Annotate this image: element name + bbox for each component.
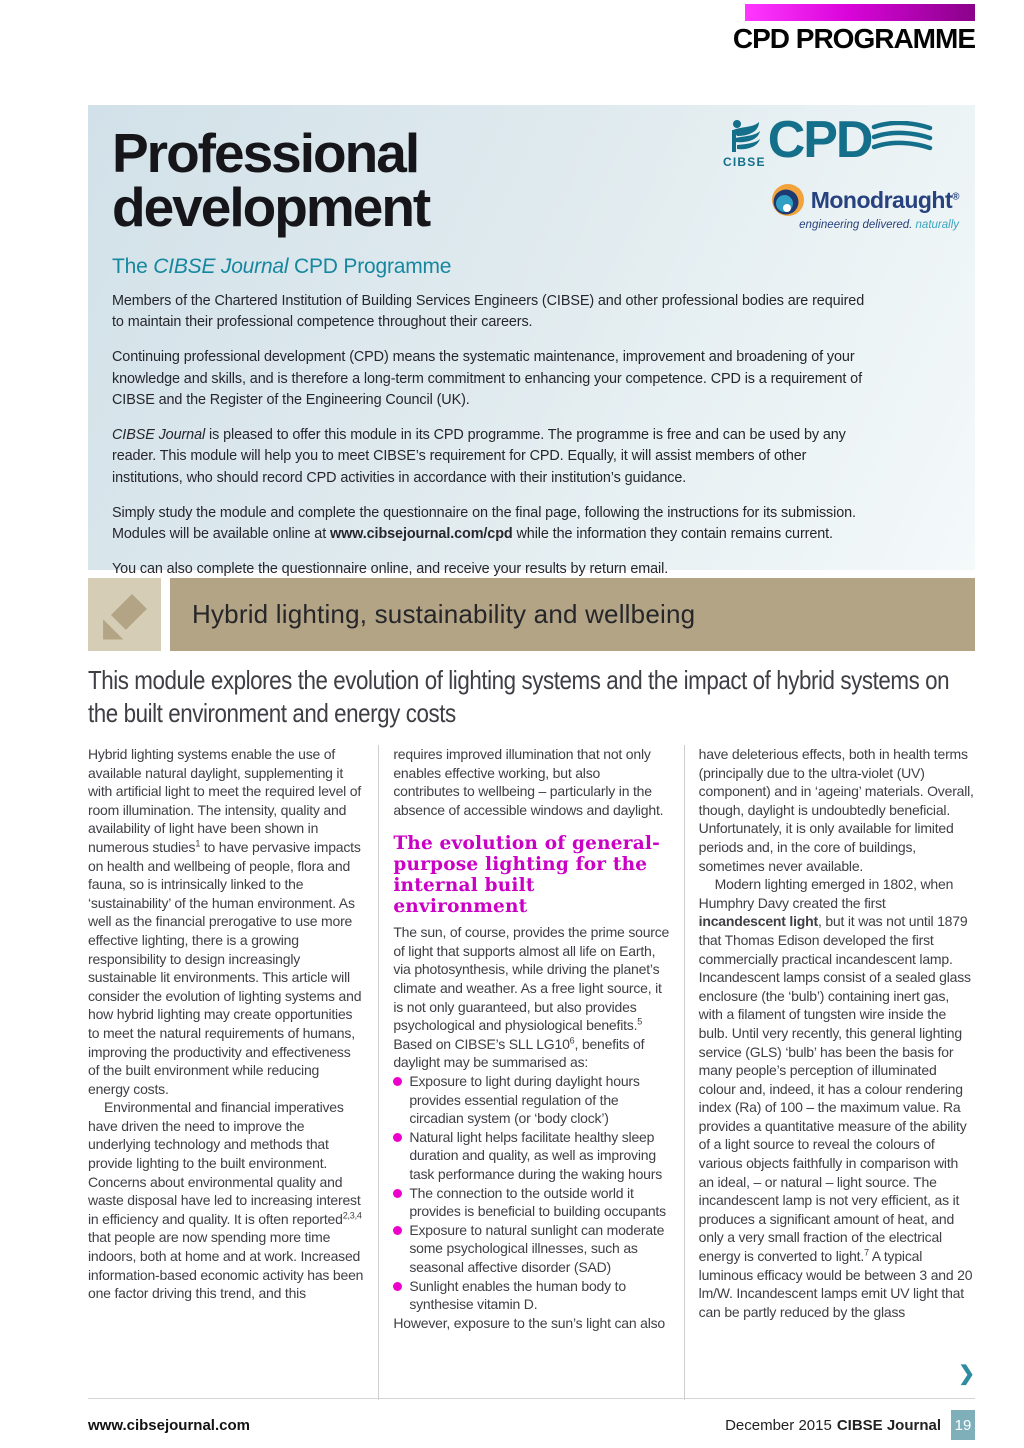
cpd-intro-panel (88, 105, 975, 577)
cibse-label: CIBSE (723, 155, 766, 169)
footer (88, 1410, 975, 1440)
bullet-text (409, 1128, 669, 1184)
text-segment: requires improved illumination that not only enables effective working, but also contributes to wellbeing – particularly in the absence of accessible windows and daylight. (393, 746, 664, 818)
article-body (88, 745, 975, 1400)
text-segment: CIBSE Journal (112, 426, 206, 443)
text-segment: CPD Programme (288, 254, 452, 278)
footer-date: December 2015 (725, 1416, 832, 1434)
cpd-label: CPD (767, 111, 872, 169)
bullet-text (409, 1072, 669, 1128)
text-segment: The sun, of course, provides the prime source of light that supports almost all life on Earth, via photosynthesis, while driving the planet’s climate and weather. As a free light source, it is not only guaranteed, but also provides psychological and physiological benefits. (393, 924, 670, 1034)
article-column-1 (88, 745, 378, 1400)
monodraught-wordmark: Monodraught (810, 186, 953, 213)
monodraught-logo (723, 183, 959, 217)
bullet-text (409, 1277, 669, 1314)
footer-right (725, 1410, 975, 1440)
page-title-line2: development (112, 175, 430, 238)
intro-paragraph (112, 291, 878, 334)
page-title-line1: Professional (112, 122, 419, 184)
text-segment: incandescent light (698, 913, 818, 930)
standfirst (88, 664, 974, 730)
bullet-icon (393, 1189, 402, 1198)
continuation-arrow-icon: ❯ (958, 1363, 975, 1385)
bullet-icon (393, 1077, 402, 1086)
footer-journal-name: CIBSE Journal (836, 1416, 941, 1434)
tagline-part2: naturally (915, 219, 959, 231)
section-heading: The evolution of general-purpose lighting for the internal built environment (393, 833, 661, 917)
text-segment: Environmental and financial imperatives have driven the need to improve the underlying technology and methods that provide lighting to the built environment. Concerns about environmental quality and waste disposal have led to increasing interest in efficiency and quality. It is often reported (88, 1099, 361, 1227)
bullet-icon (393, 1282, 402, 1291)
corner-arrow-icon (97, 587, 153, 643)
module-title-banner (88, 578, 975, 651)
cpd-programme-label: CPD PROGRAMME (732, 23, 975, 54)
text-segment: However, exposure to the sun’s light can also (393, 1314, 666, 1331)
bullet-item (393, 1072, 669, 1128)
text-segment: The (112, 254, 154, 278)
standfirst-text: This module explores the evolution of lighting systems and the impact of hybrid systems on the built environment and energy costs (88, 665, 950, 729)
article-paragraph (393, 923, 669, 1072)
article-column-3 (685, 745, 975, 1400)
article-paragraph (699, 875, 975, 1321)
text-segment: Members of the Chartered Institution of Building Services Engineers (CIBSE) and other professional bodies are required to maintain their professional competence throughout their careers. (112, 292, 865, 331)
article-paragraph (88, 1098, 364, 1303)
bullet-item (393, 1221, 669, 1277)
article-paragraph (699, 745, 975, 875)
text-segment: www.cibsejournal.com/cpd (330, 526, 513, 543)
intro-paragraph (112, 503, 878, 546)
text-segment: , but it was not until 1879 that Thomas Edison developed the first commercially practical incandescent lamp. Incandescent lamps consist of a sealed glass enclosure (the ‘bulb’) containing inert gas, with a filament of tungsten wire inside the bulb. Until very recently, this general lighting service (GLS) ‘bulb’ has been the basis for many people’s perception of illuminated colour and, indeed, it has a colour rendering index (Ra) of 100 – the maximum value. Ra provides a quantitative measure of the ability of a light source to reveal the colours of various objects faithfully in comparison with an ideal, – or natural – light source. The incandescent lamp is not very efficient, as it produces a significant amount of heat, and only a very small fraction of the electrical energy is converted to light. (698, 913, 971, 1265)
article-paragraph (393, 1314, 669, 1333)
article-column-2 (378, 745, 684, 1400)
article-paragraph (393, 745, 669, 819)
footer-website: www.cibsejournal.com (88, 1416, 250, 1434)
intro-paragraph (112, 425, 878, 490)
text-segment: Natural light helps facilitate healthy sleep duration and quality, as well as improving task performance during the waking hours (409, 1128, 663, 1182)
article-paragraph (88, 745, 364, 1098)
monodraught-icon (771, 183, 805, 217)
text-segment: Simply study the module and complete the questionnaire on the final page, following the instructions for its submission. Modules will be available online at (112, 504, 856, 543)
logo-block (723, 111, 959, 231)
text-segment: Exposure to light during daylight hours provides essential regulation of the circadian system (or ‘body clock’) (409, 1073, 640, 1127)
cpd-waves-icon (871, 121, 933, 155)
cibse-cpd-logo (723, 111, 959, 169)
text-segment: to have pervasive impacts on health and wellbeing of people, flora and fauna, so is intrinsically linked to the ‘sustainability’ of the human environment. As well as the financial prerogative to use more effective lighting, there is a growing responsibility to design increasingly sustainable lit environments. This article will consider the evolution of lighting systems and how hybrid lighting may create opportunities to meet the natural requirements of humans, improving the productivity and effectiveness of the built environment while reducing energy costs. (88, 838, 362, 1097)
text-segment: is pleased to offer this module in its CPD programme. The programme is free and can be used by any reader. This module will help you to meet CIBSE’s requirement for CPD. Equally, it will assist members of other institutions, who should record CPD activities in accordance with their institution’s guidance. (112, 426, 846, 487)
text-segment: You can also complete the questionnaire online, and receive your results by return email. (112, 560, 669, 577)
text-segment: while the information they contain remains current. (512, 526, 833, 543)
bullet-text (409, 1221, 669, 1277)
text-segment: A typical luminous efficacy would be between 3 and 20 lm/W. Incandescent lamps emit UV light that can be partly reduced by the glass (698, 1248, 973, 1320)
cibse-crest (723, 117, 766, 169)
text-segment: 1 (195, 838, 201, 849)
page-number-badge: 19 (951, 1410, 975, 1440)
bullet-item (393, 1184, 669, 1221)
cpd-programme-gradient-bar (745, 4, 975, 21)
bullet-icon (393, 1226, 402, 1235)
cibse-crest-icon (724, 117, 764, 157)
module-banner-bar (170, 578, 975, 651)
module-arrow-box (88, 578, 161, 651)
text-segment: Sunlight enables the human body to synthesise vitamin D. (409, 1277, 626, 1313)
text-segment: The connection to the outside world it provides is beneficial to building occupants (409, 1184, 666, 1220)
monodraught-tagline (723, 219, 959, 231)
intro-paragraph (112, 347, 878, 412)
cpd-programme-subtitle (112, 255, 975, 279)
registered-mark: ® (952, 190, 959, 202)
text-segment: have deleterious effects, both in health terms (principally due to the ultra-violet (UV) component) and in ‘ageing’ materials. Overall, though, daylight is undoubtedly beneficial. Unfortunately, it is only available for limited periods and, in the core of buildings, sometimes never available. (698, 746, 974, 874)
bullet-icon (393, 1133, 402, 1142)
text-segment: 2,3,4 (342, 1210, 362, 1221)
bullet-item (393, 1128, 669, 1184)
text-segment: CIBSE Journal (153, 254, 289, 278)
tagline-part1: engineering delivered. (799, 219, 913, 231)
text-segment: 6 (569, 1035, 575, 1046)
text-segment: Continuing professional development (CPD) means the systematic maintenance, improvement and broadening of your knowledge and skills, and is therefore a long-term commitment to enhancing your competence. CPD is a requirement of CIBSE and the Register of the Engineering Council (UK). (112, 349, 862, 409)
text-segment: Based on CIBSE’s SLL LG10 (393, 1035, 570, 1052)
text-segment: Modern lighting emerged in 1802, when Humphry Davy created the first (698, 876, 954, 911)
footer-divider (88, 1398, 975, 1399)
bullet-item (393, 1277, 669, 1314)
module-title: Hybrid lighting, sustainability and wellbeing (192, 599, 696, 629)
text-segment: 5 (637, 1016, 643, 1027)
text-segment: that people are now spending more time indoors, both at home and at work. Increased information-based economic activity has been one factor driving this trend, and this (88, 1229, 364, 1302)
text-segment: , benefits of daylight may be summarised as: (393, 1035, 645, 1071)
text-segment: 7 (864, 1247, 869, 1258)
text-segment: Exposure to natural sunlight can moderate some psychological illnesses, such as seasonal affective disorder (SAD) (409, 1221, 665, 1275)
monodraught-name (811, 187, 959, 214)
text-segment: Hybrid lighting systems enable the use of available natural daylight, supplementing it with artificial light to meet the required level of room illumination. The intensity, quality and availability of light have been shown in numerous studies (88, 746, 362, 855)
bullet-text (409, 1184, 669, 1221)
